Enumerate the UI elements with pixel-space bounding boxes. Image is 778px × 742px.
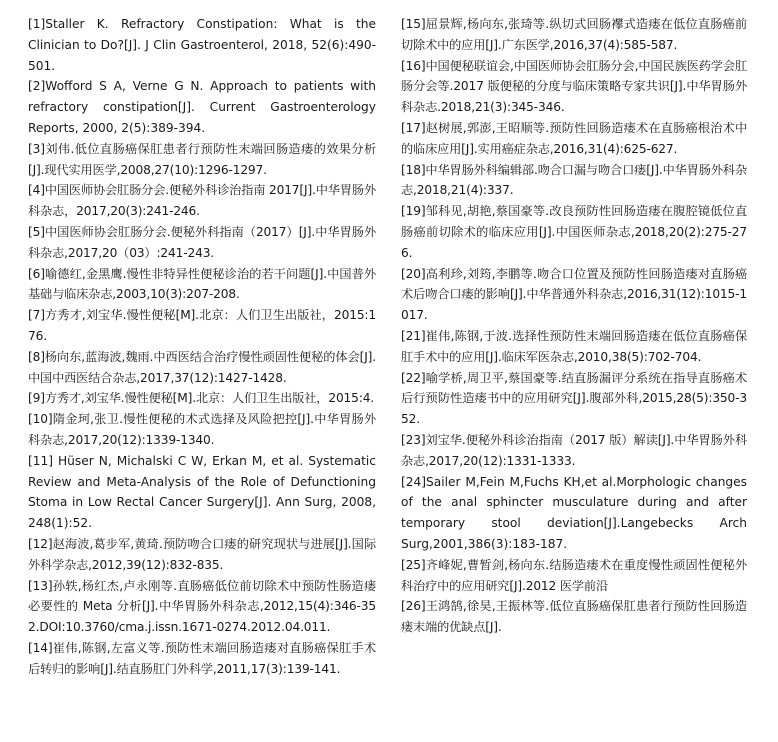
reference-entry: [11] Hüser N, Michalski C W, Erkan M, et al. Systematic Review and Meta-Analysis of the Role of Defunctioning Stoma in Low Rectal Cancer Surgery[J]. Ann Surg, 2008, 248(1):52. <box>28 453 376 531</box>
reference-entry: [1]Staller K. Refractory Constipation: What is the Clinician to Do?[J]. J Clin Gastroenterol, 2018, 52(6):490-501. <box>28 17 376 73</box>
reference-entry: [17]赵树展,郭澎,王昭顺等.预防性回肠造瘘术在直肠癌根治术中的临床应用[J].实用癌症杂志,2016,31(4):625-627. <box>401 120 747 156</box>
reference-entry: [2]Wofford S A, Verne G N. Approach to patients with refractory constipation[J]. Current Gastroenterology Reports, 2000, 2(5):389-394. <box>28 79 376 135</box>
reference-entry: [6]喻德红,金黑鹰.慢性非特异性便秘诊治的若干问题[J].中国普外基础与临床杂志,2003,10(3):207-208. <box>28 266 376 302</box>
reference-entry: [24]Sailer M,Fein M,Fuchs KH,et al.Morphologic changes of the anal sphincter musculature during and after temporary stool deviation[J].Langebecks Arch Surg,2001,386(3):183-187. <box>401 474 747 551</box>
reference-entry: [21]崔伟,陈钢,于波.选择性预防性末端回肠造瘘在低位直肠癌保肛手术中的应用[J].临床军医杂志,2010,38(5):702-704. <box>401 328 747 364</box>
reference-entry: [13]孙轶,杨红杰,卢永刚等.直肠癌低位前切除术中预防性肠造瘘必要性的 Meta 分析[J].中华胃肠外科杂志,2012,15(4):346-352.DOI:10.3760/cma.j.issn.1671-0274.2012.04.011. <box>28 578 376 635</box>
reference-entry: [3]刘伟.低位直肠癌保肛患者行预防性末端回肠造瘘的效果分析[J].现代实用医学,2008,27(10):1296-1297. <box>28 141 376 177</box>
reference-entry: [9]方秀才,刘宝华.慢性便秘[M].北京：人们卫生出版社，2015:4. <box>28 391 375 406</box>
reference-entry: [10]隋金珂,张卫.慢性便秘的术式选择及风险把控[J].中华胃肠外科杂志,2017,20(12):1339-1340. <box>28 412 376 447</box>
reference-entry: [4]中国医师协会肛肠分会.便秘外科诊治指南 2017[J].中华胃肠外科杂志，2017,20(3):241-246. <box>28 183 376 219</box>
reference-entry: [20]高利珍,刘筠,李鹏等.吻合口位置及预防性回肠造瘘对直肠癌术后吻合口瘘的影响[J].中华普通外科杂志,2016,31(12):1015-1017. <box>401 266 747 323</box>
reference-entry: [22]喻学桥,周卫平,蔡国豪等.结直肠漏评分系统在指导直肠癌术后行预防性造瘘书中的应用研究[J].腹部外科,2015,28(5):350-352. <box>401 370 747 427</box>
reference-entry: [14]崔伟,陈钢,左富义等.预防性末端回肠造瘘对直肠癌保肛手术后转归的影响[J].结直肠肛门外科学,2011,17(3):139-141. <box>28 640 376 676</box>
reference-entry: [19]邹科见,胡艳,蔡国豪等.改良预防性回肠造瘘在腹腔镜低位直肠癌前切除术的临床应用[J].中国医师杂志,2018,20(2):275-276. <box>401 204 747 260</box>
reference-entry: [26]王鸿鹄,徐昊,王振林等.低位直肠癌保肛患者行预防性回肠造瘘末端的优缺点[J]. <box>401 599 747 635</box>
references-right-column <box>401 14 747 638</box>
reference-entry: [7]方秀才,刘宝华.慢性便秘[M].北京：人们卫生出版社，2015:176. <box>28 308 376 343</box>
reference-entry: [23]刘宝华.便秘外科诊治指南（2017 版）解读[J].中华胃肠外科杂志,2017,20(12):1331-1333. <box>401 432 747 468</box>
reference-entry: [15]屈景辉,杨向东,张琦等.纵切式回肠襻式造瘘在低位直肠癌前切除术中的应用[J].广东医学,2016,37(4):585-587. <box>401 17 747 52</box>
reference-entry: [16]中国便秘联谊会,中国医师协会肛肠分会,中国民族医药学会肛肠分会等.2017 版便秘的分度与临床策略专家共识[J].中华胃肠外科杂志.2018,21(3):345-346. <box>401 58 747 115</box>
reference-entry: [5]中国医师协会肛肠分会.便秘外科指南（2017）[J].中华胃肠外科杂志,2017,20（03）:241-243. <box>28 224 376 260</box>
references-left-column <box>28 14 376 680</box>
reference-entry: [25]齐峰妮,曹暂剑,杨向东.结肠造瘘术在重度慢性顽固性便秘外科治疗中的应用研究[J].2012 医学前沿 <box>401 557 747 593</box>
reference-entry: [8]杨向东,蓝海波,魏雨.中西医结合治疗慢性顽固性便秘的体会[J].中国中西医结合杂志,2017,37(12):1427-1428. <box>28 349 376 385</box>
reference-entry: [12]赵海波,葛步军,黄琦.预防吻合口瘘的研究现状与进展[J].国际外科学杂志,2012,39(12):832-835. <box>28 536 376 572</box>
reference-entry: [18]中华胃肠外科编辑部.吻合口漏与吻合口瘘[J].中华胃肠外科杂志,2018,21(4):337. <box>401 162 747 198</box>
